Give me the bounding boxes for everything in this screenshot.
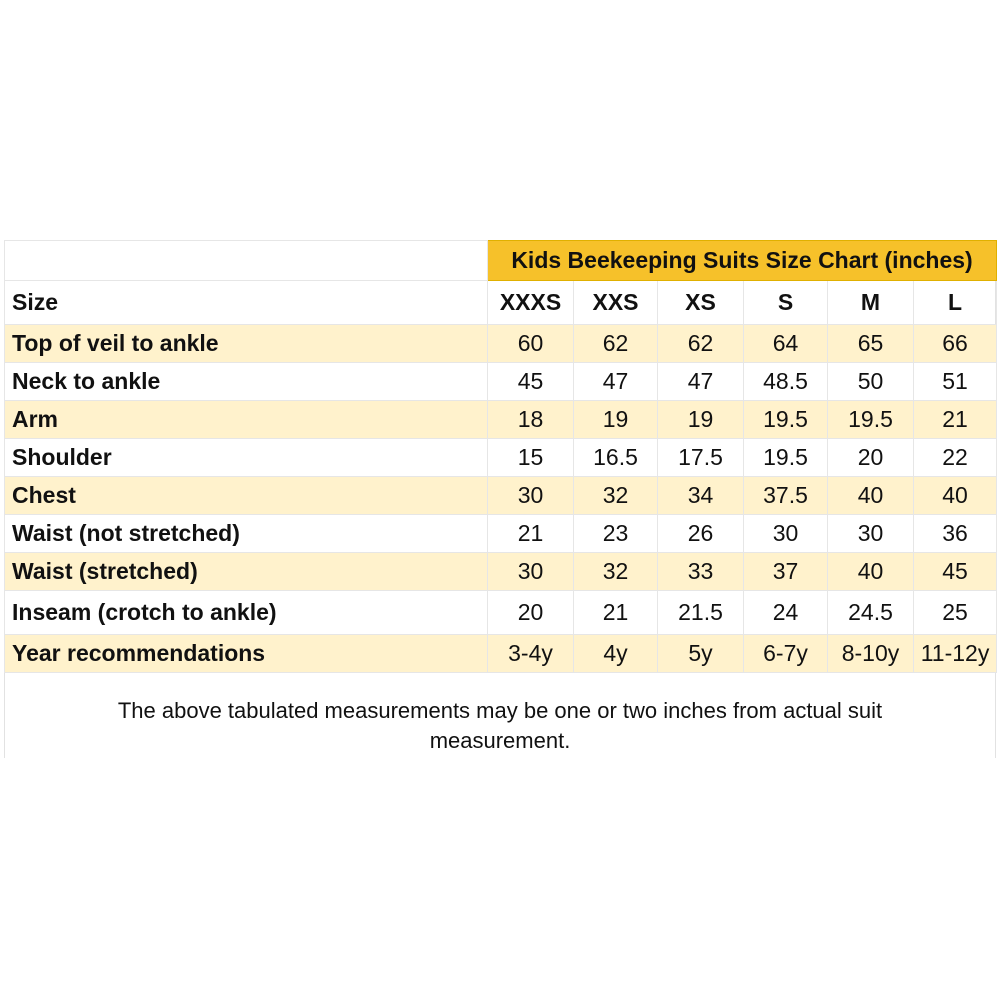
value-cell: 40 bbox=[828, 553, 914, 591]
value-cell: 19.5 bbox=[744, 439, 828, 477]
row-label: Inseam (crotch to ankle) bbox=[5, 591, 488, 635]
value-cell: 23 bbox=[574, 515, 658, 553]
value-cell: 40 bbox=[914, 477, 997, 515]
size-chart-table bbox=[4, 240, 997, 673]
value-cell: 47 bbox=[658, 363, 744, 401]
value-cell: 45 bbox=[488, 363, 574, 401]
table-row bbox=[5, 363, 997, 401]
value-cell: 21 bbox=[574, 591, 658, 635]
size-header-cell: XXXS bbox=[488, 281, 574, 325]
value-cell: 26 bbox=[658, 515, 744, 553]
measurement-note: The above tabulated measurements may be one or two inches from actual suit measurement. bbox=[117, 698, 883, 753]
value-cell: 51 bbox=[914, 363, 997, 401]
value-cell: 19.5 bbox=[828, 401, 914, 439]
value-cell: 19 bbox=[574, 401, 658, 439]
row-label: Arm bbox=[5, 401, 488, 439]
title-row-blank-cell bbox=[5, 241, 488, 281]
title-row bbox=[5, 241, 997, 281]
value-cell: 11-12y bbox=[914, 635, 997, 673]
size-chart-sheet bbox=[4, 240, 996, 758]
value-cell: 24.5 bbox=[828, 591, 914, 635]
value-cell: 4y bbox=[574, 635, 658, 673]
value-cell: 33 bbox=[658, 553, 744, 591]
row-label: Top of veil to ankle bbox=[5, 325, 488, 363]
value-cell: 21.5 bbox=[658, 591, 744, 635]
value-cell: 30 bbox=[744, 515, 828, 553]
value-cell: 25 bbox=[914, 591, 997, 635]
table-row bbox=[5, 553, 997, 591]
table-row bbox=[5, 477, 997, 515]
value-cell: 20 bbox=[488, 591, 574, 635]
row-label: Chest bbox=[5, 477, 488, 515]
size-header-cell: S bbox=[744, 281, 828, 325]
row-label: Neck to ankle bbox=[5, 363, 488, 401]
value-cell: 20 bbox=[828, 439, 914, 477]
table-row bbox=[5, 401, 997, 439]
row-label: Shoulder bbox=[5, 439, 488, 477]
value-cell: 40 bbox=[828, 477, 914, 515]
value-cell: 34 bbox=[658, 477, 744, 515]
row-label: Year recommendations bbox=[5, 635, 488, 673]
value-cell: 8-10y bbox=[828, 635, 914, 673]
value-cell: 62 bbox=[574, 325, 658, 363]
value-cell: 6-7y bbox=[744, 635, 828, 673]
row-label: Waist (stretched) bbox=[5, 553, 488, 591]
value-cell: 3-4y bbox=[488, 635, 574, 673]
value-cell: 22 bbox=[914, 439, 997, 477]
size-header-cell: L bbox=[914, 281, 997, 325]
value-cell: 37 bbox=[744, 553, 828, 591]
value-cell: 19.5 bbox=[744, 401, 828, 439]
value-cell: 30 bbox=[488, 477, 574, 515]
table-row bbox=[5, 325, 997, 363]
value-cell: 15 bbox=[488, 439, 574, 477]
value-cell: 30 bbox=[828, 515, 914, 553]
value-cell: 36 bbox=[914, 515, 997, 553]
value-cell: 64 bbox=[744, 325, 828, 363]
size-header-cell: M bbox=[828, 281, 914, 325]
table-row bbox=[5, 515, 997, 553]
value-cell: 16.5 bbox=[574, 439, 658, 477]
value-cell: 60 bbox=[488, 325, 574, 363]
table-row bbox=[5, 591, 997, 635]
value-cell: 30 bbox=[488, 553, 574, 591]
value-cell: 5y bbox=[658, 635, 744, 673]
size-header-cell: XXS bbox=[574, 281, 658, 325]
value-cell: 17.5 bbox=[658, 439, 744, 477]
value-cell: 24 bbox=[744, 591, 828, 635]
value-cell: 66 bbox=[914, 325, 997, 363]
value-cell: 47 bbox=[574, 363, 658, 401]
value-cell: 18 bbox=[488, 401, 574, 439]
table-row bbox=[5, 635, 997, 673]
value-cell: 62 bbox=[658, 325, 744, 363]
row-label: Waist (not stretched) bbox=[5, 515, 488, 553]
value-cell: 21 bbox=[914, 401, 997, 439]
chart-title: Kids Beekeeping Suits Size Chart (inches) bbox=[488, 241, 997, 281]
value-cell: 48.5 bbox=[744, 363, 828, 401]
table-row bbox=[5, 439, 997, 477]
size-header-cell: XS bbox=[658, 281, 744, 325]
value-cell: 45 bbox=[914, 553, 997, 591]
value-cell: 32 bbox=[574, 553, 658, 591]
value-cell: 37.5 bbox=[744, 477, 828, 515]
value-cell: 50 bbox=[828, 363, 914, 401]
value-cell: 19 bbox=[658, 401, 744, 439]
size-header-row bbox=[5, 281, 997, 325]
value-cell: 65 bbox=[828, 325, 914, 363]
size-header-label: Size bbox=[5, 281, 488, 325]
value-cell: 32 bbox=[574, 477, 658, 515]
value-cell: 21 bbox=[488, 515, 574, 553]
